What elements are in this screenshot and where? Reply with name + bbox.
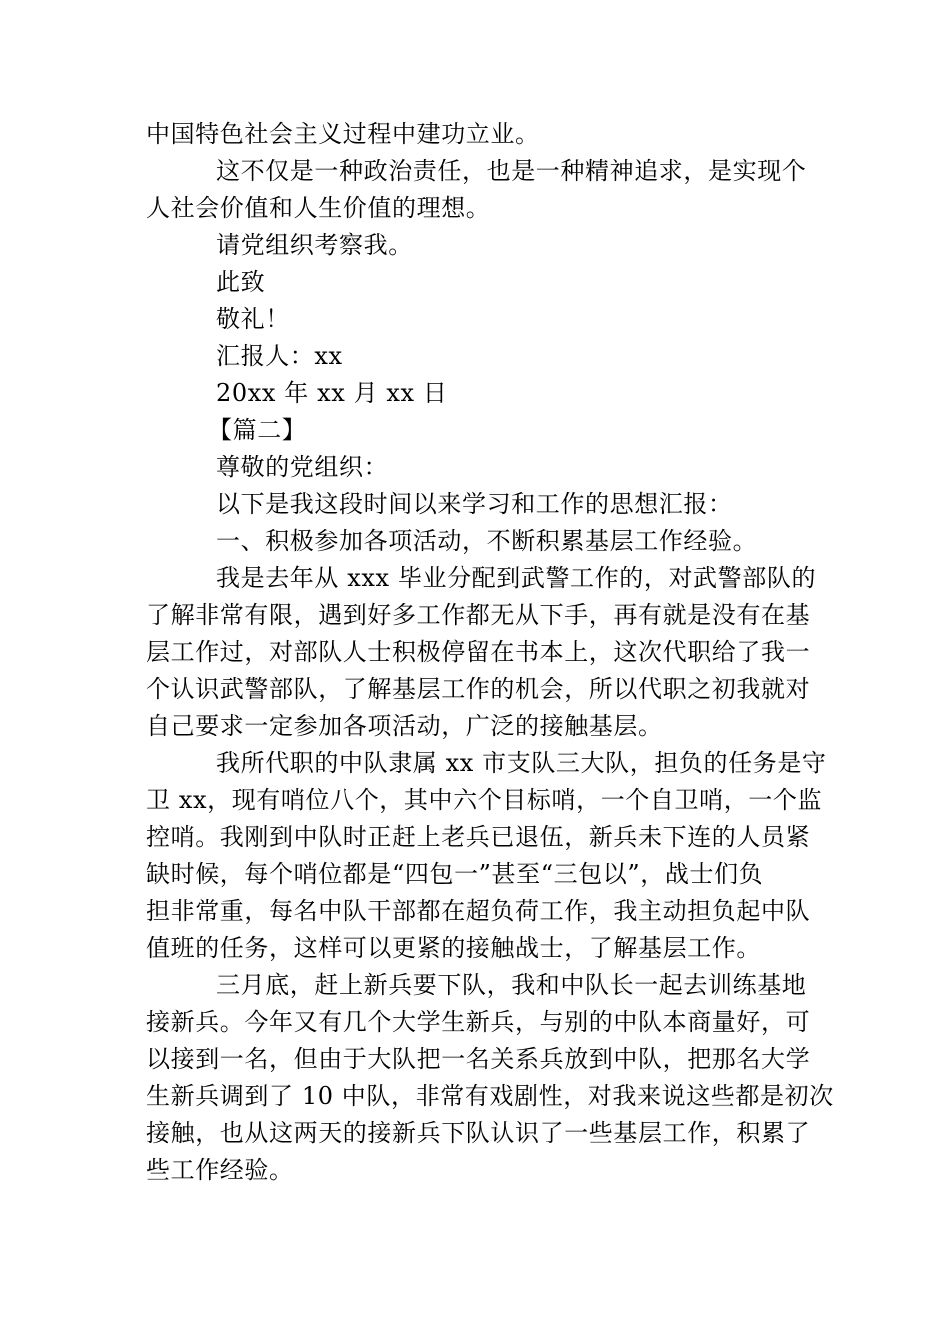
paragraph-start: 三月底，赶上新兵要下队，我和中队长一起去训练基地 (216, 971, 807, 999)
section-heading: 【篇二】 (208, 416, 307, 444)
text-line: 担非常重，每名中队干部都在超负荷工作，我主动担负起中队 (146, 897, 811, 925)
text-line: 生新兵调到了 10 中队，非常有戏剧性，对我来说这些都是初次 (146, 1082, 834, 1110)
text-line: 中国特色社会主义过程中建功立业。 (146, 120, 540, 148)
closing-salutation: 敬礼！ (216, 305, 290, 333)
text-line: 以接到一名，但由于大队把一名关系兵放到中队，把那名大学 (146, 1045, 811, 1073)
paragraph-start: 请党组织考察我。 (216, 231, 413, 259)
paragraph-start: 我所代职的中队隶属 xx 市支队三大队，担负的任务是守 (216, 749, 827, 777)
paragraph-start: 这不仅是一种政治责任，也是一种精神追求，是实现个 (216, 157, 807, 185)
text-line: 卫 xx，现有哨位八个，其中六个目标哨，一个自卫哨，一个监 (146, 786, 823, 814)
document-page (146, 116, 834, 1189)
reporter-name: 汇报人：xx (216, 342, 343, 370)
text-line: 接触，也从这两天的接新兵下队认识了一些基层工作，积累了 (146, 1119, 811, 1147)
text-line: 控哨。我刚到中队时正赶上老兵已退伍，新兵未下连的人员紧 (146, 823, 811, 851)
text-line: 层工作过，对部队人士积极停留在书本上，这次代职给了我一 (146, 638, 811, 666)
greeting: 尊敬的党组织： (216, 453, 389, 481)
text-line: 个认识武警部队，了解基层工作的机会，所以代职之初我就对 (146, 675, 811, 703)
paragraph-start: 我是去年从 xxx 毕业分配到武警工作的，对武警部队的 (216, 564, 817, 592)
text-line: 接新兵。今年又有几个大学生新兵，与别的中队本商量好，可 (146, 1008, 811, 1036)
text-line: 自己要求一定参加各项活动，广泛的接触基层。 (146, 712, 663, 740)
text-line: 了解非常有限，遇到好多工作都无从下手，再有就是没有在基 (146, 601, 811, 629)
report-date: 20xx 年 xx 月 xx 日 (216, 379, 448, 407)
subheading: 一、积极参加各项活动，不断积累基层工作经验。 (216, 527, 758, 555)
text-line: 值班的任务，这样可以更紧的接触战士，了解基层工作。 (146, 934, 761, 962)
text-line: 些工作经验。 (146, 1156, 294, 1184)
text-line: 缺时候，每个哨位都是“四包一”甚至“三包以”，战士们负 (146, 860, 764, 888)
closing-salutation: 此致 (216, 268, 266, 296)
paragraph-start: 以下是我这段时间以来学习和工作的思想汇报： (216, 490, 733, 518)
text-line: 人社会价值和人生价值的理想。 (146, 194, 491, 222)
